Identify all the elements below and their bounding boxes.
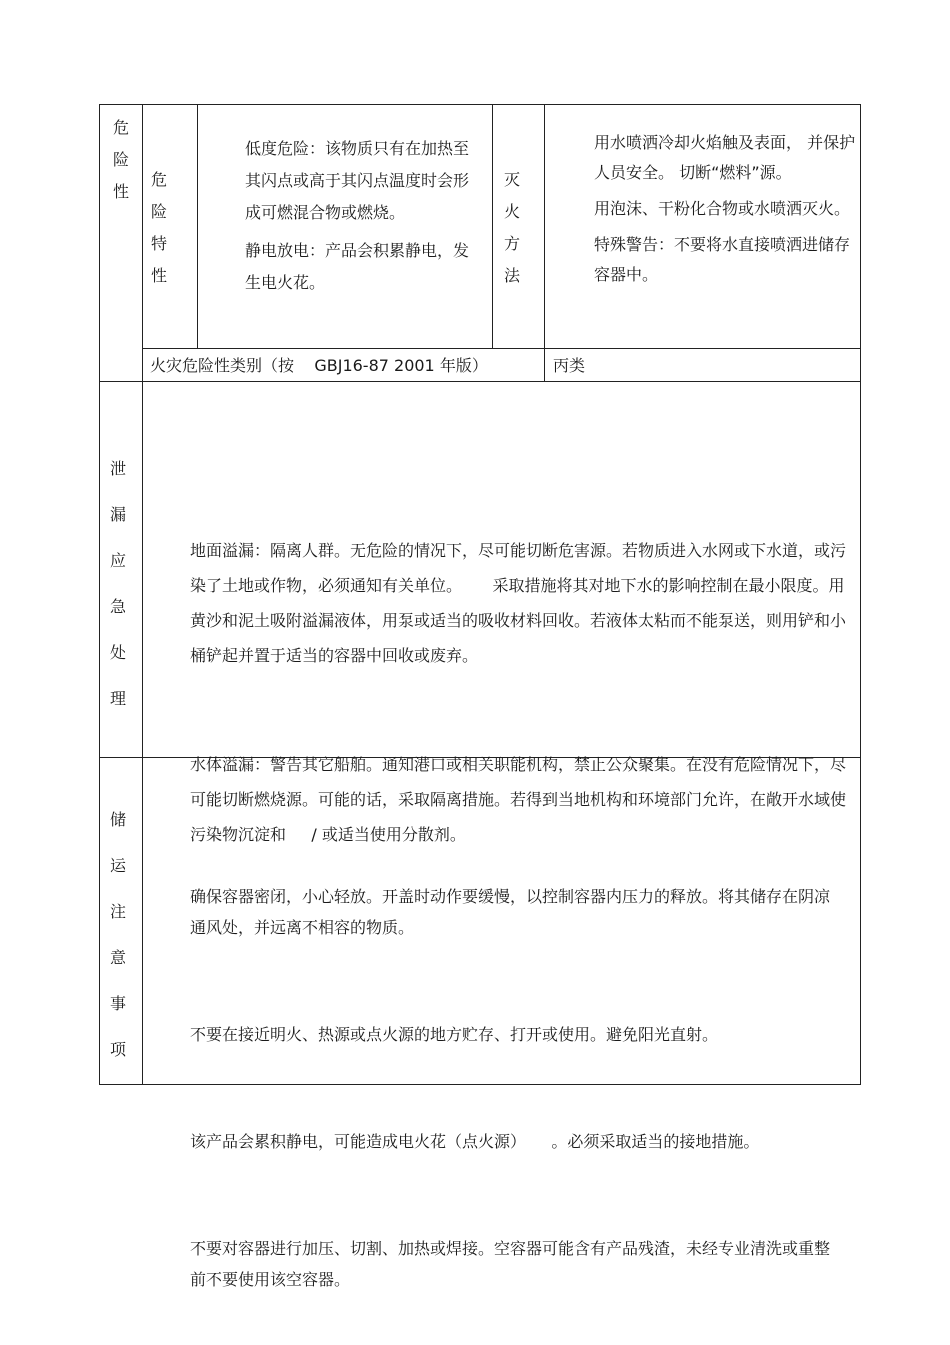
- col-divider-hazard-text: [492, 104, 493, 348]
- storage-section-label: 储 运 注 意 事 项: [109, 810, 126, 1059]
- table-border-right: [860, 104, 861, 1085]
- storage-precautions-text: 确保容器密闭，小心轻放。开盖时动作要缓慢，以控制容器内压力的释放。将其储存在阴凉通风处，并远离不相容的物质。 不要在接近明火、热源或点火源的地方贮存、打开或使用。避免阳光直射。 该产品会累积静电，可能造成电火花（点火源） 。必须采取适当的接地措施。 不要对容器进行加压、切割、加热或焊接。空容器可能含有产品残渣，未经专业清洗或重整前不要使用该空容器。: [190, 887, 831, 1289]
- extinguish-method-label: 灭 火 方 法: [503, 170, 520, 285]
- row-divider-spill: [99, 381, 861, 382]
- row-divider-fire-class: [142, 348, 861, 349]
- spill-response-text: 地面溢漏：隔离人群。无危险的情况下，尽可能切断危害源。若物质进入水网或下水道，或污染了土地或作物，必须通知有关单位。 采取措施将其对地下水的影响控制在最小限度。用黄沙和泥土吸附溢漏液体，用泵或适当的吸收材料回收。若液体太粘而不能泵送，则用铲和小桶铲起并置于适当的容器中回收或废弃。 水体溢漏：警告其它船舶。通知港口或相关职能机构，禁止公众聚集。在没有危险情况下，尽可能切断燃烧源。可能的话，采取隔离措施。若得到当地机构和环境部门允许，在敞开水域使污染物沉淀和 / 或适当使用分散剂。: [190, 541, 847, 844]
- hazard-characteristics-label: 危 险 特 性: [150, 170, 167, 285]
- hazard-characteristics-text: 低度危险：该物质只有在加热至其闪点或高于其闪点温度时会形成可燃混合物或燃烧。 静电放电：产品会积累静电，发生电火花。: [245, 139, 470, 292]
- col-divider-sublabel: [197, 104, 198, 348]
- fire-class-label: 火灾危险性类别（按 GBJ16-87 2001 年版）: [150, 356, 488, 375]
- col-divider-extinguish-label: [544, 104, 545, 381]
- hazard-section-label: 危 险 性: [112, 118, 129, 201]
- spill-section-label: 泄 漏 应 急 处 理: [109, 459, 126, 708]
- extinguish-method-text: 用水喷洒冷却火焰触及表面， 并保护人员安全。 切断“燃料”源。 用泡沫、干粉化合物或水喷洒灭火。 特殊警告：不要将水直接喷洒进储存容器中。: [594, 133, 856, 284]
- table-border-top: [99, 104, 861, 105]
- fire-class-value: 丙类: [553, 356, 586, 375]
